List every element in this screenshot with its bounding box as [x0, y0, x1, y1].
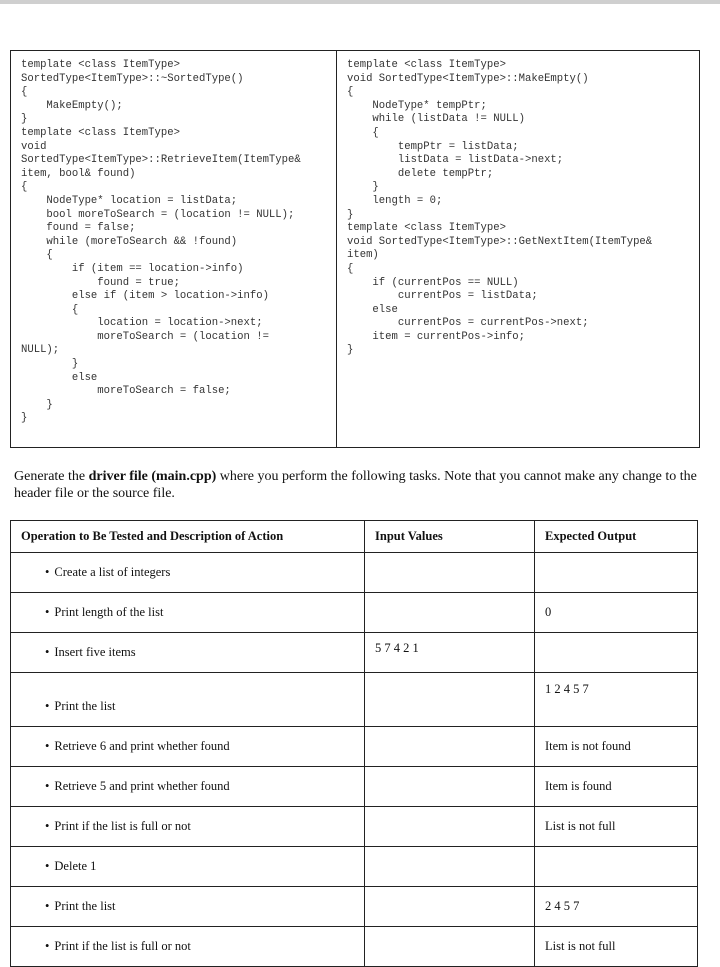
instructions-suffix: where you perform the following tasks. Note that you cannot make any change to the header file or the source file. [14, 469, 697, 501]
instructions-paragraph [14, 468, 704, 502]
expected-cell: Item is not found [535, 727, 698, 767]
expected-cell [535, 847, 698, 887]
operation-cell [11, 807, 365, 847]
bullet-icon: • [45, 565, 50, 579]
expected-cell: 0 [535, 593, 698, 633]
expected-cell: List is not full [535, 807, 698, 847]
operation-cell [11, 847, 365, 887]
table-row [11, 593, 698, 633]
bullet-icon: • [45, 779, 50, 793]
input-cell [365, 927, 535, 967]
input-cell [365, 847, 535, 887]
table-row [11, 927, 698, 967]
operation-cell [11, 927, 365, 967]
operation-cell [11, 673, 365, 727]
code-column-right [337, 51, 699, 447]
operation-cell [11, 553, 365, 593]
table-row [11, 553, 698, 593]
input-cell [365, 673, 535, 727]
bullet-icon: • [45, 699, 50, 713]
operation-cell [11, 767, 365, 807]
operation-text: Create a list of integers [54, 565, 171, 579]
operation-text: Insert five items [54, 645, 136, 659]
instructions-bold: driver file (main.cpp) [88, 469, 217, 484]
table-row [11, 807, 698, 847]
operations-table [10, 520, 698, 967]
input-cell [365, 767, 535, 807]
table-row [11, 727, 698, 767]
table-row [11, 767, 698, 807]
input-cell: 5 7 4 2 1 [365, 633, 535, 673]
operation-cell [11, 633, 365, 673]
input-cell [365, 593, 535, 633]
table-header-row [11, 521, 698, 553]
table-row [11, 847, 698, 887]
bullet-icon: • [45, 899, 50, 913]
input-cell [365, 887, 535, 927]
input-cell [365, 727, 535, 767]
input-cell [365, 807, 535, 847]
code-column-left [11, 51, 337, 447]
bullet-icon: • [45, 939, 50, 953]
expected-cell [535, 633, 698, 673]
operation-text: Print length of the list [54, 605, 164, 619]
top-divider [0, 0, 720, 4]
operation-cell [11, 727, 365, 767]
operation-cell [11, 593, 365, 633]
operation-text: Retrieve 6 and print whether found [54, 739, 230, 753]
expected-cell: 1 2 4 5 7 [535, 673, 698, 727]
bullet-icon: • [45, 859, 50, 873]
operation-text: Print the list [54, 699, 116, 713]
header-expected: Expected Output [535, 521, 698, 553]
table-row [11, 673, 698, 727]
operation-text: Print if the list is full or not [54, 819, 191, 833]
operation-text: Print the list [54, 899, 116, 913]
bullet-icon: • [45, 819, 50, 833]
table-row [11, 887, 698, 927]
code-table [10, 50, 700, 448]
operation-text: Delete 1 [54, 859, 97, 873]
expected-cell: Item is found [535, 767, 698, 807]
header-operation: Operation to Be Tested and Description of Action [11, 521, 365, 553]
instructions-prefix: Generate the [14, 469, 89, 484]
table-row [11, 633, 698, 673]
expected-cell: List is not full [535, 927, 698, 967]
table-body [11, 553, 698, 967]
bullet-icon: • [45, 605, 50, 619]
code-block-right: template <class ItemType> void SortedType<ItemType>::MakeEmpty() { NodeType* tempPtr; while (listData != NULL) { tempPtr = listData; listData = listData->next; delete tempPtr; } length = 0; } template <class ItemType> void SortedType<ItemType>::GetNextItem(ItemType& item) { if (currentPos == NULL) currentPos = listData; else currentPos = currentPos->next; item = currentPos->info; } [347, 59, 653, 357]
bullet-icon: • [45, 739, 50, 753]
operation-cell [11, 887, 365, 927]
expected-cell: 2 4 5 7 [535, 887, 698, 927]
input-cell [365, 553, 535, 593]
operation-text: Retrieve 5 and print whether found [54, 779, 230, 793]
expected-cell [535, 553, 698, 593]
code-block-left: template <class ItemType> SortedType<ItemType>::~SortedType() { MakeEmpty(); } template <class ItemType> void SortedType<ItemType>::RetrieveItem(ItemType& item, bool& found) { NodeType* location = listData; bool moreToSearch = (location != NULL); found = false; while (moreToSearch && !found) { if (item == location->info) found = true; else if (item > location->info) { location = location->next; moreToSearch = (location != NULL); } else moreToSearch = false; } } [21, 59, 301, 425]
operation-text: Print if the list is full or not [54, 939, 191, 953]
header-input: Input Values [365, 521, 535, 553]
bullet-icon: • [45, 645, 50, 659]
